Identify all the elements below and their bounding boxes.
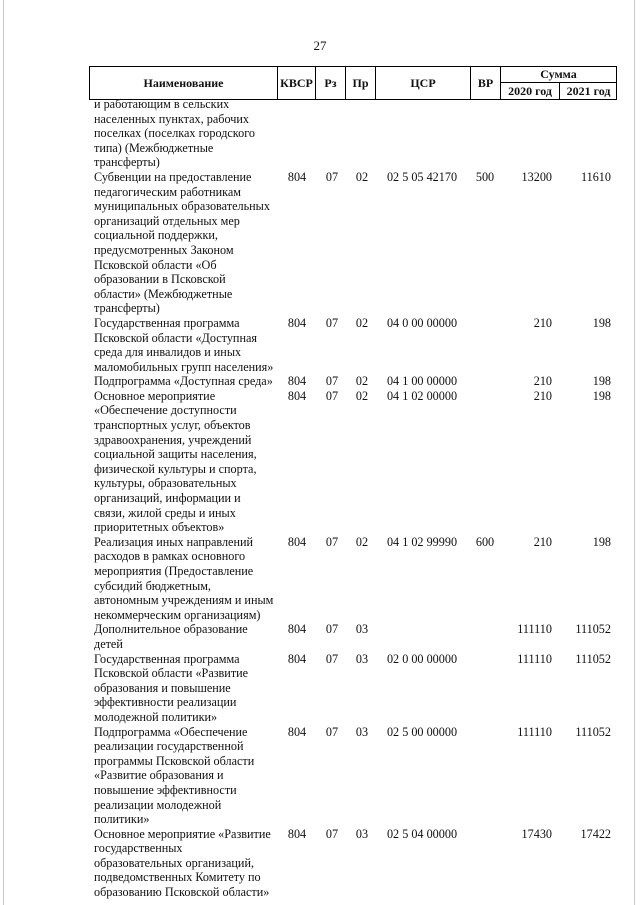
row-vr: 500: [475, 169, 495, 184]
left-edge-line: [3, 0, 4, 905]
row-kvsr: 804: [287, 388, 307, 403]
row-vr: 600: [475, 534, 495, 549]
row-rz: 07: [325, 374, 339, 389]
row-name: и работающим в сельских населенных пунктах, рабочих поселках (поселках городского типа) (Межбюджетные трансферты): [94, 97, 255, 170]
row-sum-2021: 111052: [575, 724, 611, 739]
row-rz: 07: [325, 315, 339, 330]
table-row: [89, 170, 617, 316]
row-name: Подпрограмма «Доступная среда»: [94, 374, 273, 389]
header-name: Наименование: [89, 67, 277, 99]
row-csr: 04 1 00 00000: [386, 374, 458, 389]
row-name: Субвенции на предоставление педагогическим работникам муниципальных образовательных организаций отдельных мер социальной поддержки, предусмотренных Законом Псковской области «Об образовании в Псковской области» (Межбюджетные трансферты): [94, 169, 270, 316]
row-name: Подпрограмма «Обеспечение реализации государственной программы Псковской области «Развитие образования и повышение эффективности реализации молодежной политики»: [94, 724, 255, 827]
row-csr: 04 1 02 99990: [386, 534, 458, 549]
row-sum-2021: 11610: [580, 169, 611, 184]
row-pr: 03: [355, 826, 369, 841]
row-sum-2020: 111110: [517, 651, 552, 666]
header-sum-group: [500, 67, 617, 99]
table-row: [89, 374, 617, 389]
row-rz: 07: [325, 534, 339, 549]
row-name: Основное мероприятие «Обеспечение доступности транспортных услуг, объектов здравоохранения, учреждений социальной защиты населения, физической культуры и спорта, культуры, образовательных организаций, информации и связи, жилой среды и иных приоритетных объектов»: [94, 388, 257, 535]
row-kvsr: 804: [287, 534, 307, 549]
table-header: [89, 66, 617, 100]
table-row: [89, 316, 617, 374]
header-csr: ЦСР: [375, 67, 470, 99]
row-pr: 03: [355, 622, 369, 637]
row-sum-2020: 210: [533, 534, 552, 549]
header-pr: Пр: [345, 67, 375, 99]
row-pr: 03: [355, 724, 369, 739]
header-kvsr: КВСР: [277, 67, 315, 99]
table-row: [89, 652, 617, 725]
row-name: Государственная программа Псковской области «Развитие образования и повышение эффективности реализации молодежной политики»: [94, 651, 249, 724]
row-kvsr: 804: [287, 315, 307, 330]
header-year-2020: 2020 год: [508, 84, 552, 98]
row-sum-2020: 210: [533, 315, 552, 330]
row-kvsr: 804: [287, 169, 307, 184]
header-rz: Рз: [315, 67, 345, 99]
row-rz: 07: [325, 651, 339, 666]
row-csr: 04 0 00 00000: [386, 315, 458, 330]
page-number: 27: [313, 38, 327, 53]
row-csr: 02 5 04 00000: [386, 826, 458, 841]
table-row: [89, 97, 617, 170]
table-row: [89, 725, 617, 827]
row-name: Государственная программа Псковской области «Доступная среда для инвалидов и иных маломобильных групп населения»: [94, 315, 274, 374]
row-rz: 07: [325, 622, 339, 637]
row-sum-2021: 111052: [575, 622, 611, 637]
row-csr: 02 0 00 00000: [386, 651, 458, 666]
table-row: [89, 827, 617, 900]
row-name: Реализация иных направлений расходов в рамках основного мероприятия (Предоставление субсидий бюджетным, автономным учреждениям и иным некоммерческим организациям): [94, 534, 274, 622]
table-row: [89, 622, 617, 651]
row-kvsr: 804: [287, 724, 307, 739]
row-sum-2021: 17422: [580, 826, 611, 841]
row-name: Основное мероприятие «Развитие государственных образовательных организаций, подведомственных Комитету по образованию Псковской области»: [94, 826, 271, 900]
row-sum-2021: 198: [592, 534, 611, 549]
row-sum-2020: 210: [533, 374, 552, 389]
row-kvsr: 804: [287, 826, 307, 841]
row-pr: 02: [355, 388, 369, 403]
row-sum-2021: 198: [592, 388, 611, 403]
row-csr: 02 5 00 00000: [386, 724, 458, 739]
row-rz: 07: [325, 388, 339, 403]
header-year-2021: 2021 год: [559, 83, 617, 100]
row-csr: 02 5 05 42170: [386, 169, 458, 184]
right-edge-line: [634, 0, 635, 905]
row-rz: 07: [325, 724, 339, 739]
row-sum-2021: 111052: [575, 651, 611, 666]
row-pr: 02: [355, 534, 369, 549]
row-kvsr: 804: [287, 622, 307, 637]
row-sum-2020: 13200: [521, 169, 552, 184]
row-sum-2021: 198: [592, 374, 611, 389]
row-kvsr: 804: [287, 651, 307, 666]
row-pr: 02: [355, 169, 369, 184]
table-row: [89, 535, 617, 623]
row-sum-2020: 111110: [517, 622, 552, 637]
row-rz: 07: [325, 169, 339, 184]
row-pr: 02: [355, 315, 369, 330]
table-row: [89, 389, 617, 535]
row-csr: 04 1 02 00000: [386, 388, 458, 403]
row-sum-2020: 111110: [517, 724, 552, 739]
row-name: Дополнительное образование детей: [94, 622, 248, 651]
row-kvsr: 804: [287, 374, 307, 389]
table-body: [89, 97, 617, 900]
row-sum-2020: 210: [533, 388, 552, 403]
row-rz: 07: [325, 826, 339, 841]
header-sum: Сумма: [540, 67, 577, 81]
row-sum-2021: 198: [592, 315, 611, 330]
row-pr: 03: [355, 651, 369, 666]
row-sum-2020: 17430: [521, 826, 552, 841]
row-pr: 02: [355, 374, 369, 389]
header-vr: ВР: [470, 67, 500, 99]
